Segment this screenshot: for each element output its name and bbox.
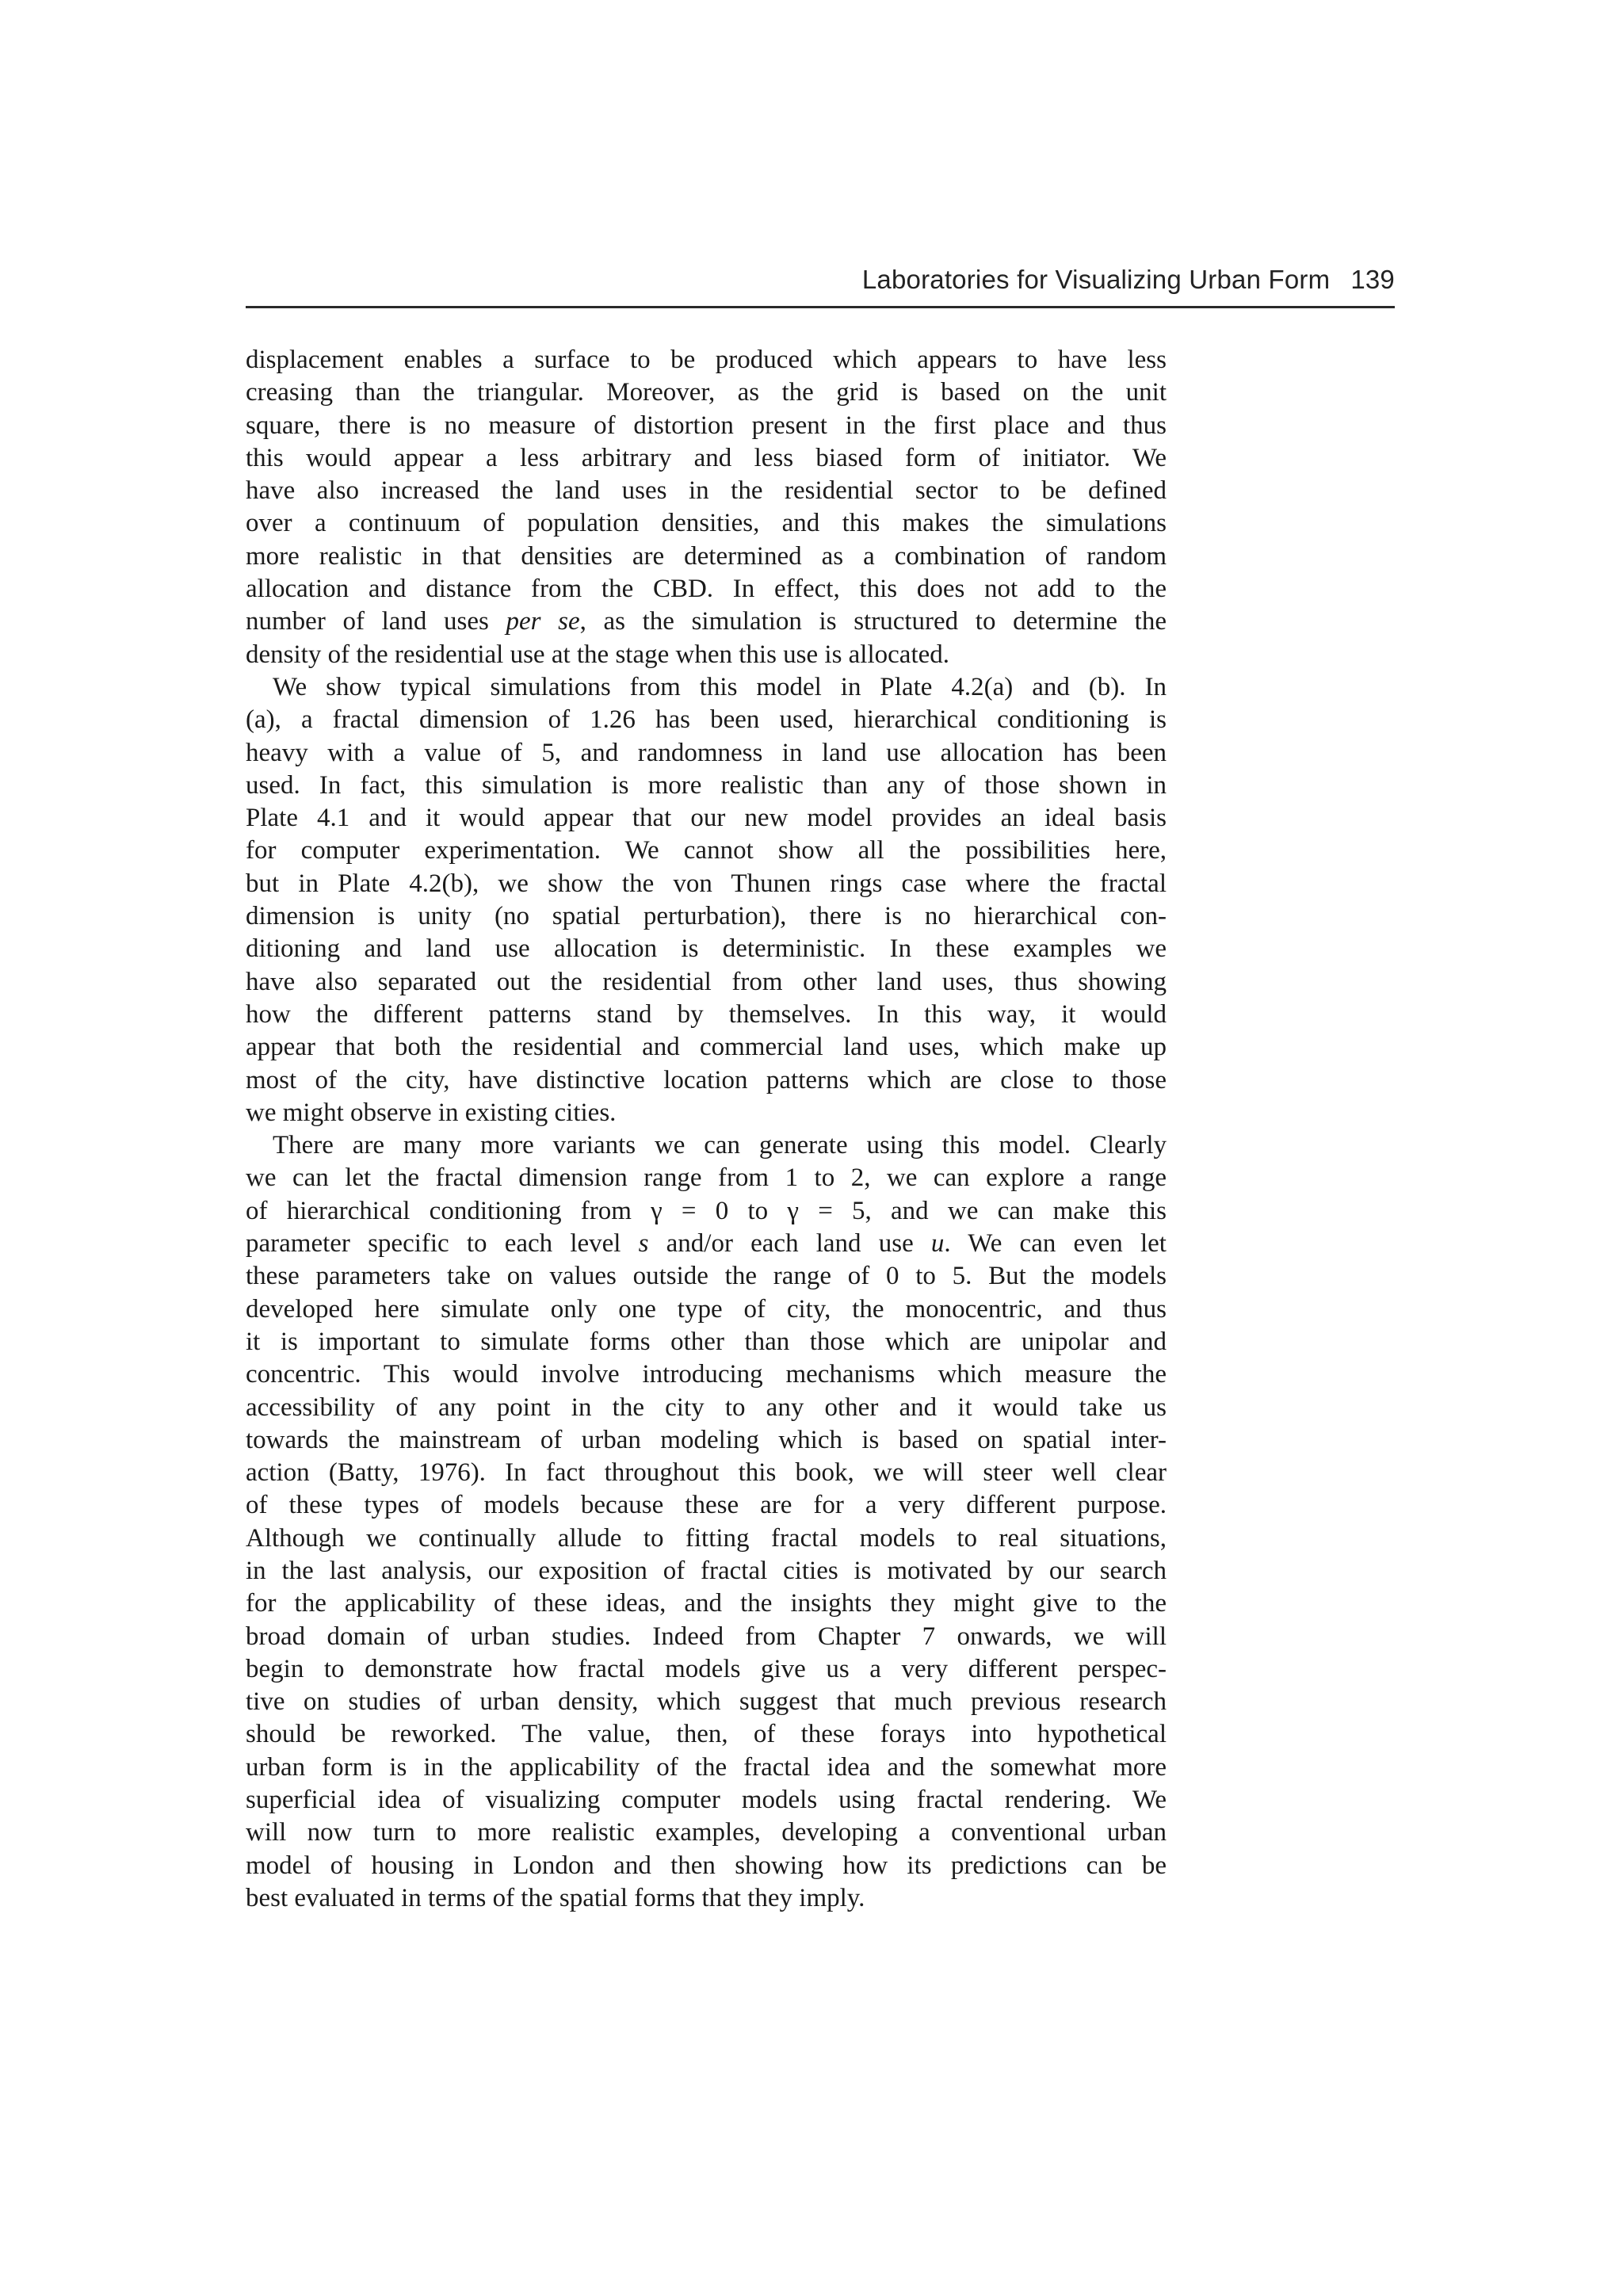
text-line: we might observe in existing cities.	[246, 1098, 617, 1127]
text-line: parameter specific to each level s and/or each land use u. We can even let	[246, 1229, 1167, 1259]
text-line: urban form is in the applicability of the fractal idea and the somewhat more	[246, 1752, 1167, 1782]
text-line: model of housing in London and then showing how its predictions can be	[246, 1851, 1167, 1880]
text-line: dimension is unity (no spatial perturbation), there is no hierarchical con-	[246, 902, 1167, 931]
text-line: will now turn to more realistic examples, developing a conventional urban	[246, 1818, 1167, 1847]
text-line: it is important to simulate forms other than those which are unipolar and	[246, 1327, 1167, 1356]
text-line: developed here simulate only one type of city, the monocentric, and thus	[246, 1294, 1167, 1324]
text-line: creasing than the triangular. Moreover, as the grid is based on the unit	[246, 378, 1167, 407]
text-line: (a), a fractal dimension of 1.26 has been used, hierarchical conditioning is	[246, 705, 1167, 735]
paragraph-1	[246, 344, 1167, 671]
text-line: of these types of models because these are for a very different purpose.	[246, 1491, 1167, 1520]
text-line: of hierarchical conditioning from γ = 0 to γ = 5, and we can make this	[246, 1196, 1167, 1225]
text-line: concentric. This would involve introducing mechanisms which measure the	[246, 1360, 1167, 1389]
text-line: square, there is no measure of distortion present in the first place and thus	[246, 411, 1167, 440]
text-line: broad domain of urban studies. Indeed from Chapter 7 onwards, we will	[246, 1622, 1167, 1651]
text-line: Although we continually allude to fitting fractal models to real situations,	[246, 1523, 1167, 1553]
header-rule	[246, 306, 1395, 308]
text-line: There are many more variants we can generate using this model. Clearly	[273, 1131, 1167, 1160]
text-line: best evaluated in terms of the spatial forms that they imply.	[246, 1883, 865, 1912]
text-line: heavy with a value of 5, and randomness in land use allocation has been	[246, 738, 1167, 767]
text-line: accessibility of any point in the city to any other and it would take us	[246, 1392, 1167, 1422]
text-line: number of land uses per se, as the simulation is structured to determine the	[246, 607, 1167, 636]
text-line: have also increased the land uses in the residential sector to be defined	[246, 476, 1167, 506]
running-title: Laboratories for Visualizing Urban Form	[861, 265, 1331, 294]
text-line: allocation and distance from the CBD. In effect, this does not add to the	[246, 575, 1167, 604]
text-line: superficial idea of visualizing computer models using fractal rendering. We	[246, 1786, 1167, 1815]
text-line: over a continuum of population densities, and this makes the simulations	[246, 509, 1167, 538]
text-line: we can let the fractal dimension range from 1 to 2, we can explore a range	[246, 1163, 1167, 1193]
text-line: these parameters take on values outside the range of 0 to 5. But the models	[246, 1262, 1167, 1291]
text-line: more realistic in that densities are determined as a combination of random	[246, 541, 1167, 571]
text-line: We show typical simulations from this model in Plate 4.2(a) and (b). In	[273, 672, 1167, 701]
text-line: action (Batty, 1976). In fact throughout this book, we will steer well clear	[246, 1458, 1167, 1488]
text-line: for computer experimentation. We cannot show all the possibilities here,	[246, 836, 1167, 865]
paragraph-3	[246, 1129, 1167, 1915]
text-line: but in Plate 4.2(b), we show the von Thunen rings case where the fractal	[246, 869, 1167, 898]
text-line: ditioning and land use allocation is deterministic. In these examples we	[246, 934, 1167, 964]
running-head	[246, 265, 1395, 306]
text-line: this would appear a less arbitrary and less biased form of initiator. We	[246, 443, 1167, 472]
text-line: used. In fact, this simulation is more realistic than any of those shown in	[246, 770, 1167, 800]
text-line: Plate 4.1 and it would appear that our new model provides an ideal basis	[246, 804, 1167, 833]
text-line: should be reworked. The value, then, of these forays into hypothetical	[246, 1720, 1167, 1749]
text-line: most of the city, have distinctive location patterns which are close to those	[246, 1065, 1167, 1095]
body-text	[246, 344, 1167, 1915]
text-line: have also separated out the residential from other land uses, thus showing	[246, 967, 1167, 996]
text-line: appear that both the residential and commercial land uses, which make up	[246, 1033, 1167, 1062]
text-line: displacement enables a surface to be produced which appears to have less	[246, 346, 1167, 374]
text-line: in the last analysis, our exposition of fractal cities is motivated by our search	[246, 1556, 1167, 1585]
text-line: tive on studies of urban density, which suggest that much previous research	[246, 1687, 1167, 1717]
paragraph-2	[246, 671, 1167, 1129]
text-line: how the different patterns stand by themselves. In this way, it would	[246, 999, 1167, 1029]
page-number: 139	[1350, 265, 1395, 294]
text-line: for the applicability of these ideas, and the insights they might give to the	[246, 1589, 1167, 1618]
text-line: towards the mainstream of urban modeling which is based on spatial inter-	[246, 1425, 1167, 1454]
text-line: begin to demonstrate how fractal models give us a very different perspec-	[246, 1654, 1167, 1683]
text-line: density of the residential use at the stage when this use is allocated.	[246, 640, 950, 669]
